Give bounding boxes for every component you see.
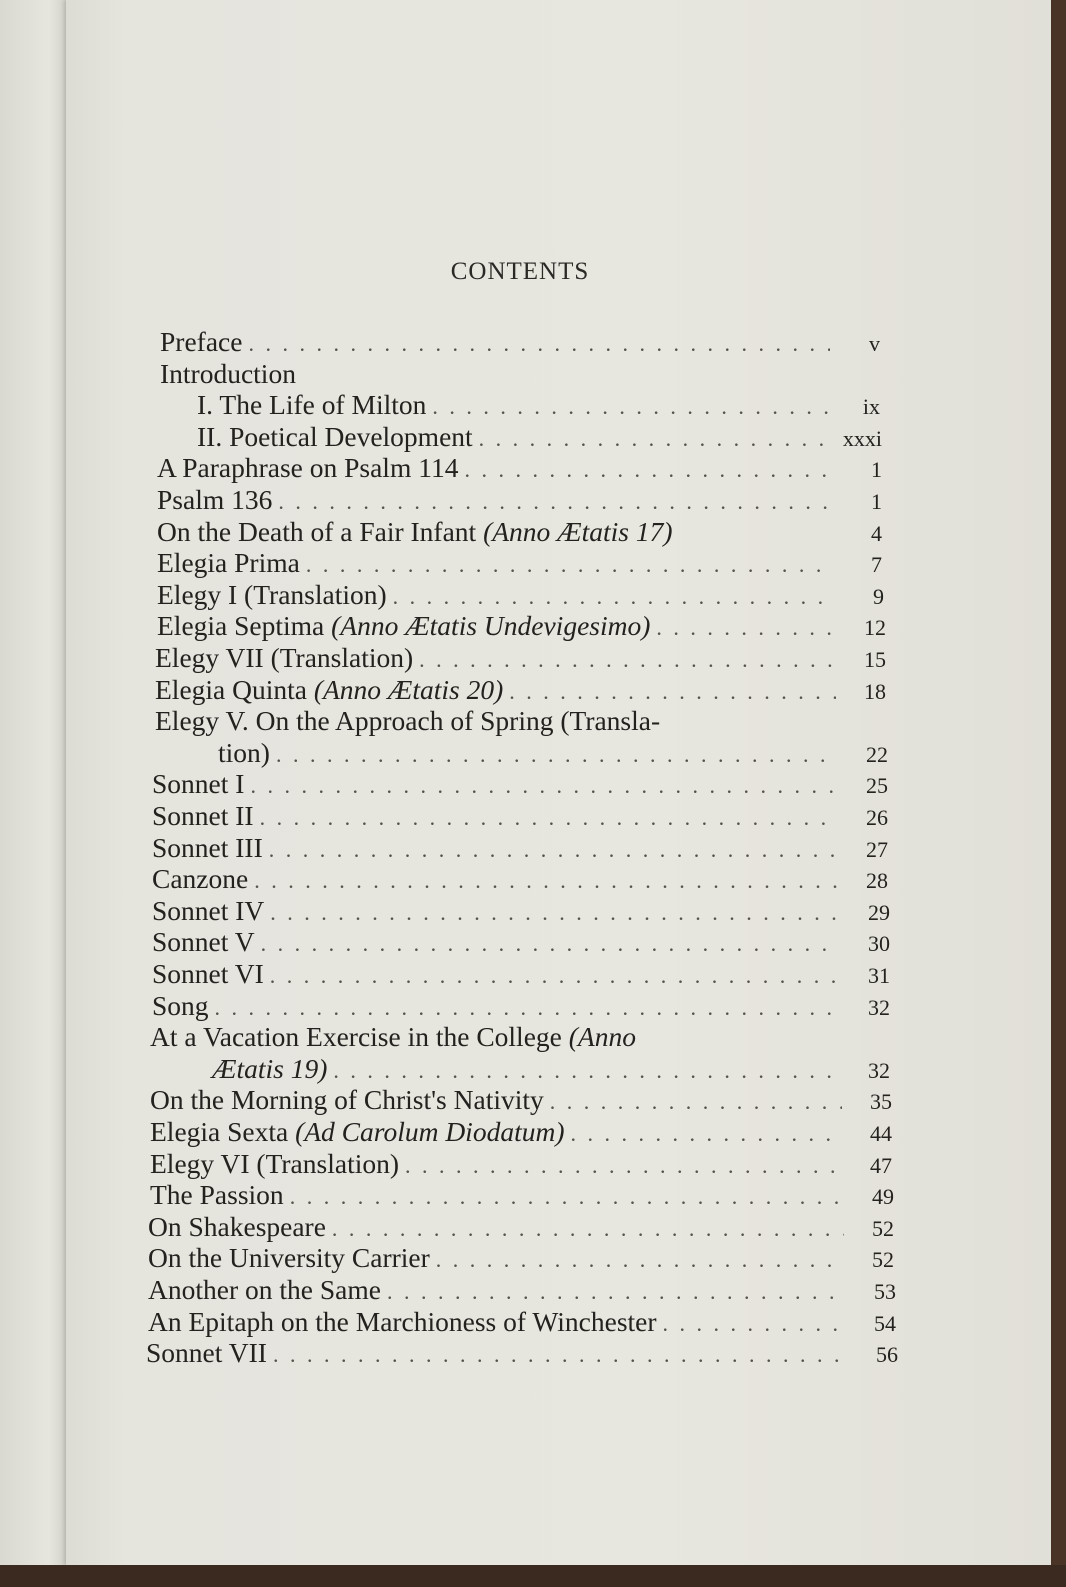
contents-entry [150,1116,892,1147]
entry-title [157,579,387,610]
contents-entry [197,421,882,452]
entry-title-text: Song [152,990,209,1021]
entry-title [157,452,458,483]
entry-title-text: Sonnet II [152,800,254,831]
contents-entry [197,389,880,420]
contents-entry [157,610,886,641]
entry-title-text: Psalm 136 [157,484,273,515]
entry-title [157,547,300,578]
entry-title [146,1337,267,1368]
entry-page-number: 12 [864,615,886,640]
entry-title-text: I. The Life of Milton [197,389,427,420]
entry-page-number: 49 [872,1184,894,1209]
entry-title-text: Elegy VI (Translation) [150,1148,400,1179]
dot-leader [464,454,832,485]
entry-page-number: 53 [874,1279,896,1304]
entry-page-number: 32 [868,1058,890,1083]
entry-title-text: On the Morning of Christ's Nativity [150,1084,544,1115]
dot-leader [550,1086,842,1117]
entry-title-text: Sonnet V [152,926,255,957]
contents-entry [148,1306,896,1337]
dot-leader [250,770,838,801]
entry-title [148,1306,657,1337]
dot-leader [432,391,830,422]
entry-title [197,421,473,452]
entry-page-number: 28 [866,868,888,893]
entry-title [152,863,248,894]
dot-leader [269,834,838,865]
contents-entry [152,990,890,1021]
entry-title-text: Elegy I (Translation) [157,579,387,610]
dot-leader [260,802,838,833]
entry-title [152,800,254,831]
entry-title-text: Canzone [152,863,249,894]
dot-leader [570,1118,842,1149]
entry-title-text: Sonnet VII [146,1337,267,1368]
dot-leader [405,1150,842,1181]
table-surface [0,1565,1066,1587]
dot-leader [248,328,830,359]
contents-entry [155,642,886,673]
dot-leader [270,960,840,991]
contents-entry [152,958,890,989]
entry-title-text: On the Death of a Fair Infant [157,516,484,547]
contents-heading: CONTENTS [450,258,590,285]
contents-entry [150,1148,892,1179]
dot-leader [509,676,836,707]
entry-note: (Anno Ætatis Undevigesimo) [331,610,651,641]
entry-note: (Anno [568,1021,636,1052]
entry-title [160,358,296,389]
entry-note: (Ad Carolum Diodatum) [295,1116,565,1147]
entry-page-number: 4 [871,521,882,546]
contents-entry [212,1053,890,1084]
entry-title-text: Sonnet IV [152,895,265,926]
dot-leader [656,612,836,643]
contents-entry [150,1084,892,1115]
entry-title [155,705,660,736]
contents-entry [157,547,882,578]
entry-page-number: 26 [866,805,888,830]
contents-entry [150,1179,894,1210]
entry-title [160,326,242,357]
contents-entry [218,737,888,768]
entry-title [152,768,244,799]
contents-entry [157,579,884,610]
entry-title-text: On Shakespeare [148,1211,326,1242]
entry-title-text: II. Poetical Development [197,421,473,452]
entry-title [218,737,270,768]
dot-leader [290,1181,844,1212]
entry-title [150,1084,544,1115]
entry-title-text: Introduction [160,358,296,389]
contents-entry [152,926,890,957]
entry-page-number: 7 [871,552,882,577]
entry-title-text: Elegy V. On the Approach of Spring (Transla- [155,705,661,736]
entry-title-text: Elegia Sexta [150,1116,296,1147]
contents-entry [155,705,888,736]
contents-entry [157,484,882,515]
entry-title [157,484,272,515]
entry-page-number: 52 [872,1216,894,1241]
entry-page-number: 44 [870,1121,892,1146]
dot-leader [332,1213,844,1244]
entry-title [148,1211,326,1242]
contents-entry [160,326,880,357]
contents-entry [148,1211,894,1242]
entry-title-text: At a Vacation Exercise in the College [150,1021,569,1052]
contents-entry [160,358,880,389]
entry-title-text: An Epitaph on the Marchioness of Winchester [148,1306,657,1337]
entry-title [150,1148,399,1179]
entry-title [150,1116,564,1147]
entry-title [152,958,264,989]
entry-title-text: Another on the Same [148,1274,381,1305]
dot-leader [419,644,836,675]
entry-page-number: 25 [866,773,888,798]
dot-leader [436,1244,844,1275]
entry-title [148,1274,381,1305]
entry-page-number: v [869,331,880,356]
contents-entry [148,1274,896,1305]
entry-page-number: 35 [870,1089,892,1114]
dot-leader [270,897,840,928]
contents-entry [152,800,888,831]
contents-entry [152,768,888,799]
entry-title-text: Sonnet III [152,832,263,863]
entry-page-number: 31 [868,963,890,988]
contents-entry [152,863,888,894]
entry-page-number: 1 [871,457,882,482]
entry-page-number: 27 [866,837,888,862]
entry-title-text: Elegia Septima [157,610,332,641]
entry-title [155,642,413,673]
dot-leader [479,423,832,454]
entry-title-text: The Passion [150,1179,284,1210]
entry-page-number: 22 [866,742,888,767]
entry-page-number: 56 [876,1342,898,1367]
dot-leader [663,1308,846,1339]
entry-title [152,926,255,957]
entry-title [152,832,263,863]
entry-title-text: On the University Carrier [148,1242,430,1273]
entry-title-text: Elegia Prima [157,547,300,578]
facing-page-edge [0,0,70,1587]
entry-page-number: 18 [864,679,886,704]
entry-title [155,674,503,705]
entry-title [212,1053,327,1084]
entry-page-number: ix [862,394,880,419]
entry-title [197,389,426,420]
entry-page-number: 15 [864,647,886,672]
dot-leader [393,581,834,612]
entry-title [152,990,209,1021]
entry-title-text: tion) [218,737,270,768]
entry-page-number: 32 [868,995,890,1020]
entry-title-text: A Paraphrase on Psalm 114 [157,452,459,483]
entry-page-number: xxxi [842,426,882,451]
dot-leader [387,1276,846,1307]
contents-entry [157,516,882,547]
contents-entry [150,1021,890,1052]
dot-leader [254,865,838,896]
entry-title-text: Preface [160,326,243,357]
dot-leader [261,928,840,959]
dot-leader [215,992,840,1023]
contents-entry [146,1337,898,1368]
entry-page-number: 47 [870,1153,892,1178]
entry-note: Ætatis 19) [212,1053,328,1084]
entry-page-number: 52 [872,1247,894,1272]
dot-leader [273,1339,848,1370]
entry-page-number: 54 [874,1311,896,1336]
entry-title-text: Elegy VII (Translation) [155,642,414,673]
contents-entry [157,452,882,483]
dot-leader [306,549,832,580]
entry-title [148,1242,430,1273]
entry-note: (Anno Ætatis 17) [483,516,673,547]
contents-entry [152,832,888,863]
entry-title [152,895,264,926]
entry-title-text: Elegia Quinta [155,674,314,705]
contents-entry [155,674,886,705]
entry-page-number: 29 [868,900,890,925]
dot-leader [333,1055,840,1086]
entry-title [157,516,673,547]
contents-entry [152,895,890,926]
dot-leader [276,739,838,770]
entry-title [150,1021,636,1052]
entry-title [150,1179,284,1210]
entry-page-number: 30 [868,931,890,956]
dot-leader [278,486,832,517]
entry-title [157,610,650,641]
entry-note: (Anno Ætatis 20) [313,674,504,705]
entry-page-number: 9 [873,584,884,609]
contents-entry [148,1242,894,1273]
entry-page-number: 1 [871,489,882,514]
entry-title-text: Sonnet I [152,768,245,799]
entry-title-text: Sonnet VI [152,958,264,989]
